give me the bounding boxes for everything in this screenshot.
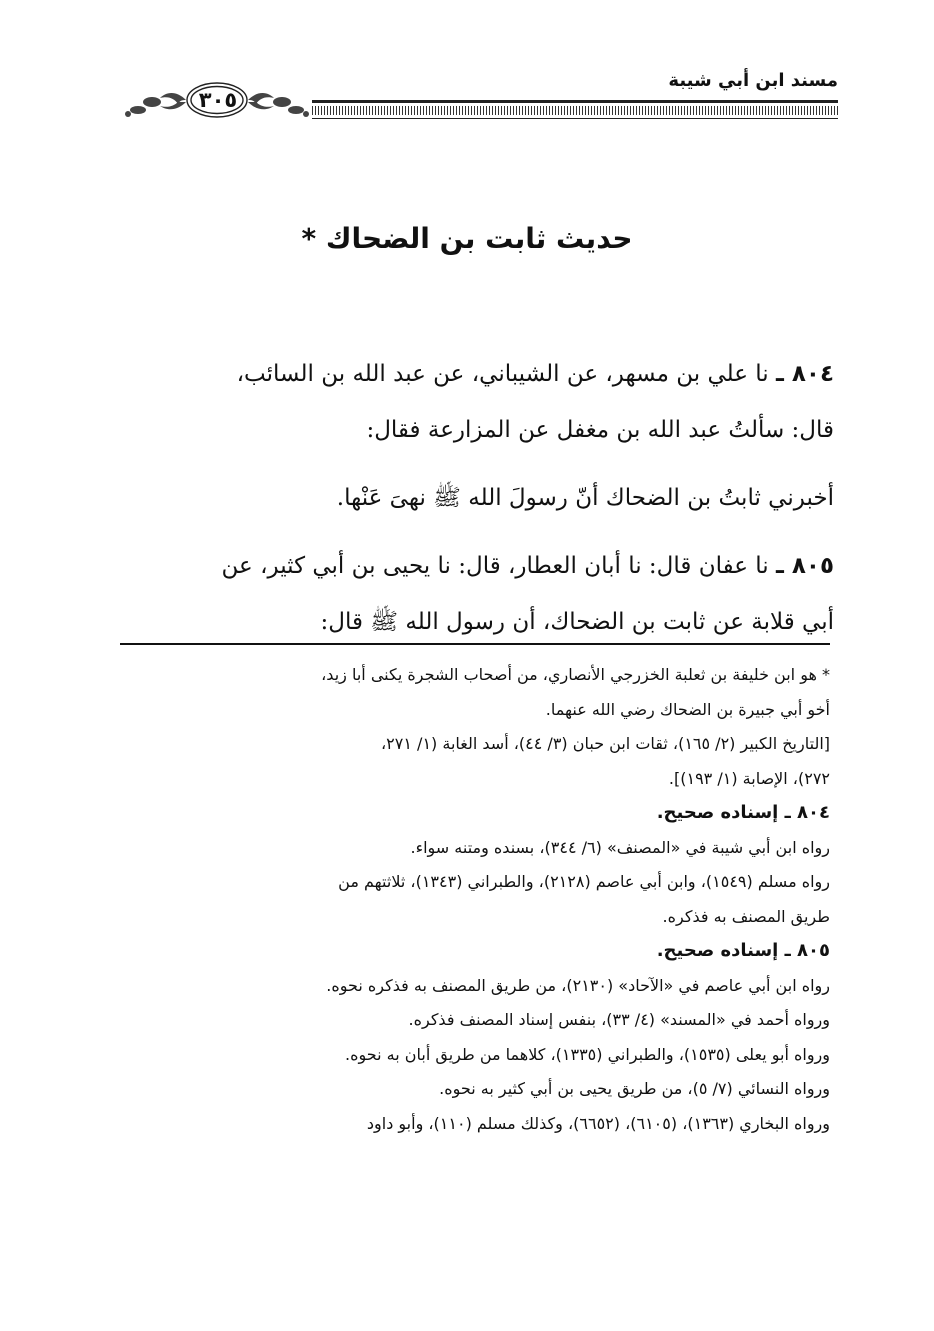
- hadith-804-line-1: [112, 346, 834, 402]
- hadith-number: ٨٠٤ ـ: [776, 361, 834, 387]
- footnote-line: أخو أبي جبيرة بن الضحاك رضي الله عنهما.: [545, 699, 830, 719]
- hadith-805-line-1: [112, 538, 834, 594]
- header-rule-thin: [312, 118, 838, 119]
- header-rule-band: [312, 106, 838, 115]
- header-rule-thick: [312, 100, 838, 103]
- hadith-text: نا علي بن مسهر، عن الشيباني، عن عبد الله بن السائب،: [236, 361, 769, 387]
- footnote-line: [التاريخ الكبير (٢/ ١٦٥)، ثقات ابن حبان (٣/ ٤٤)، أسد الغابة (١/ ٢٧١،: [381, 734, 830, 753]
- hadith-804-line-2: قال: سألتُ عبد الله بن مغفل عن المزارعة فقال:: [366, 417, 834, 443]
- footnote-line: رواه ابن أبي عاصم في «الآحاد» (٢١٣٠)، من طريق المصنف به فذكره نحوه.: [326, 975, 830, 995]
- hadith-805-line-2: أبي قلابة عن ثابت بن الضحاك، أن رسول الله ﷺ قال:: [320, 609, 834, 635]
- footnote-line: ورواه أحمد في «المسند» (٤/ ٣٣)، بنفس إسناد المصنف فذكره.: [408, 1010, 830, 1029]
- footnote-heading: ٨٠٤ ـ إسناده صحيح.: [656, 802, 830, 823]
- running-title: مسند ابن أبي شيبة: [668, 70, 838, 91]
- footnote-line: * هو ابن خليفة بن ثعلبة الخزرجي الأنصاري، من أصحاب الشجرة يكنى أبا زيد،: [321, 665, 830, 684]
- footnote-line: ورواه النسائي (٧/ ٥)، من طريق يحيى بن أبي كثير به نحوه.: [439, 1079, 830, 1098]
- hadith-body: [112, 346, 834, 650]
- chapter-title: حديث ثابت بن الضحاك *: [301, 222, 633, 255]
- hadith-804-line-3: أخبرني ثابتُ بن الضحاك أنّ رسولَ الله ﷺ نهىَ عَنْها.: [336, 485, 834, 511]
- footnote-line: طريق المصنف به فذكره.: [662, 906, 830, 926]
- footnote-line: ٢٧٢)، الإصابة (١/ ١٩٣)].: [668, 768, 830, 788]
- hadith-number: ٨٠٥ ـ: [776, 553, 834, 579]
- footnote-line: رواه مسلم (١٥٤٩)، وابن أبي عاصم (٢١٢٨)، والطبراني (١٣٤٣)، ثلاثتهم من: [338, 872, 830, 891]
- page-number: ٣٠٥: [198, 88, 238, 112]
- footnote-line: ورواه البخاري (١٣٦٣)، (٦١٠٥)، (٦٦٥٢)، وكذلك مسلم (١١٠)، وأبو داود: [366, 1113, 830, 1133]
- footnote-line: ورواه أبو يعلى (١٥٣٥)، والطبراني (١٣٣٥)، كلاهما من طريق أبان به نحوه.: [345, 1044, 830, 1064]
- hadith-text: نا عفان قال: نا أبان العطار، قال: نا يحيى بن أبي كثير، عن: [221, 553, 769, 579]
- footnotes: [112, 658, 830, 1141]
- footnote-heading: ٨٠٥ ـ إسناده صحيح.: [656, 940, 830, 961]
- footnote-line: رواه ابن أبي شيبة في «المصنف» (٦/ ٣٤٤)، بسنده ومتنه سواء.: [410, 837, 830, 857]
- footnote-separator: [120, 643, 830, 645]
